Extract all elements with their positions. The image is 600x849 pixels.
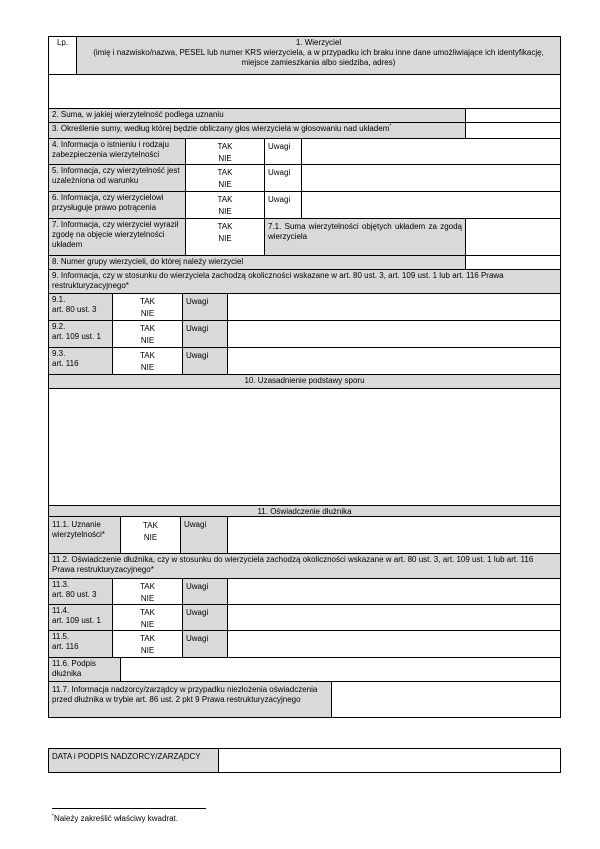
nie-option[interactable]: NIE: [140, 646, 155, 655]
nie-option[interactable]: NIE: [143, 533, 158, 542]
tak-option[interactable]: TAK: [140, 297, 155, 306]
row-4-tak-nie[interactable]: [185, 138, 265, 165]
tak-option[interactable]: TAK: [140, 351, 155, 360]
row-9-2-uwagi-label: Uwagi: [182, 320, 228, 348]
row-11-3-label: 11.3. art. 80 ust. 3: [48, 578, 113, 605]
row-9-label: 9. Informacja, czy w stosunku do wierzyciela zachodzą okoliczności wskazane w art. 80 ust. 3, art. 109 ust. 1 lub art. 116 Prawa restrukturyzacyjnego*: [48, 269, 561, 294]
tak-option[interactable]: TAK: [217, 222, 233, 231]
nie-option[interactable]: NIE: [140, 336, 155, 345]
row-7-1-label: 7.1. Suma wierzytelności objętych układem za zgodą wierzyciela: [264, 218, 466, 256]
tak-option[interactable]: TAK: [140, 324, 155, 333]
row-11-1-label: 11.1. Uznanie wierzytelności*: [48, 516, 121, 554]
row-5-tak-nie[interactable]: [185, 164, 265, 192]
row-11-3-tak-nie[interactable]: [112, 578, 183, 605]
nie-option[interactable]: NIE: [218, 207, 232, 216]
row-11-5-label: 11.5. art. 116: [48, 630, 113, 658]
row-11-5-uwagi-field[interactable]: [227, 630, 561, 658]
row-5-label: 5. Informacja, czy wierzytelność jest uzależniona od warunku: [48, 164, 186, 192]
row-9-2-label: 9.2. art. 109 ust. 1: [48, 320, 113, 348]
row-2-value-field[interactable]: [465, 108, 561, 123]
row-11-1-uwagi-label: Uwagi: [180, 516, 228, 554]
creditor-title: 1. Wierzyciel: [295, 38, 342, 47]
row-11-label: 11. Oświadczenie dłużnika: [48, 505, 561, 517]
nie-option[interactable]: NIE: [218, 154, 232, 163]
creditor-input-field[interactable]: [48, 74, 561, 109]
row-6-label: 6. Informacja, czy wierzycielowi przysługuje prawo potrącenia: [48, 191, 186, 219]
row-11-5-tak-nie[interactable]: [112, 630, 183, 658]
row-5-uwagi-label: Uwagi: [264, 164, 302, 192]
row-9-1-tak-nie[interactable]: [112, 293, 183, 321]
row-9-1-label: 9.1. art. 80 ust. 3: [48, 293, 113, 321]
row-11-4-label: 11.4. art. 109 ust. 1: [48, 604, 113, 631]
footnote-mark: *: [389, 123, 392, 130]
nie-option[interactable]: NIE: [218, 234, 232, 243]
footnote-divider: [52, 808, 206, 809]
row-4-uwagi-field[interactable]: [301, 138, 561, 165]
row-10-justification-field[interactable]: [48, 388, 561, 506]
row-3-label: 3. Określenie sumy, według której będzie obliczany głos wierzyciela w głosowaniu nad układem*: [48, 122, 466, 139]
tak-option[interactable]: TAK: [140, 608, 155, 617]
creditor-header-cell: [76, 36, 561, 75]
tak-option[interactable]: TAK: [143, 521, 158, 530]
tak-option[interactable]: TAK: [140, 582, 155, 591]
supervisor-sign-field[interactable]: [218, 748, 561, 773]
row-11-4-uwagi-field[interactable]: [227, 604, 561, 631]
row-11-1-tak-nie[interactable]: [120, 516, 181, 554]
supervisor-sign-label: DATA i PODPIS NADZORCY/ZARZĄDCY: [48, 748, 219, 773]
nie-option[interactable]: NIE: [140, 620, 155, 629]
row-9-2-tak-nie[interactable]: [112, 320, 183, 348]
row-11-2-label: 11.2. Oświadczenie dłużnika, czy w stosunku do wierzyciela zachodzą okoliczności wskazane w art. 80 ust. 3, art. 109 ust. 1 lub art. 116 Prawa restrukturyzacyjnego*: [48, 553, 561, 579]
footnote: [52, 813, 178, 825]
row-9-3-tak-nie[interactable]: [112, 347, 183, 375]
row-11-4-tak-nie[interactable]: [112, 604, 183, 631]
row-11-3-uwagi-label: Uwagi: [182, 578, 228, 605]
row-6-uwagi-label: Uwagi: [264, 191, 302, 219]
row-5-uwagi-field[interactable]: [301, 164, 561, 192]
row-9-3-uwagi-label: Uwagi: [182, 347, 228, 375]
creditor-subtitle: (imię i nazwisko/nazwa, PESEL lub numer KRS wierzyciela, a w przypadku ich braku inne dane umożliwiające ich identyfikację, miejsce zamieszkania albo siedziba, adres): [93, 48, 544, 67]
nie-option[interactable]: NIE: [140, 309, 155, 318]
row-9-3-label: 9.3. art. 116: [48, 347, 113, 375]
row-11-6-signature-field[interactable]: [120, 657, 561, 682]
row-7-tak-nie[interactable]: [185, 218, 265, 256]
row-7-label: 7. Informacja, czy wierzyciel wyraził zgodę na objęcie wierzytelności układem: [48, 218, 186, 256]
row-10-label: 10. Uzasadnienie podstawy sporu: [48, 374, 561, 389]
row-9-3-uwagi-field[interactable]: [227, 347, 561, 375]
footnote-mark: *: [52, 813, 54, 820]
row-8-value-field[interactable]: [465, 255, 561, 270]
row-11-4-uwagi-label: Uwagi: [182, 604, 228, 631]
row-4-label: 4. Informacja o istnieniu i rodzaju zabezpieczenia wierzytelności: [48, 138, 186, 165]
row-3-value-field[interactable]: [465, 122, 561, 139]
tak-option[interactable]: TAK: [217, 195, 233, 204]
row-9-2-uwagi-field[interactable]: [227, 320, 561, 348]
tak-option[interactable]: TAK: [217, 142, 233, 151]
row-4-uwagi-label: Uwagi: [264, 138, 302, 165]
nie-option[interactable]: NIE: [140, 363, 155, 372]
row-11-3-uwagi-field[interactable]: [227, 578, 561, 605]
row-11-1-uwagi-field[interactable]: [227, 516, 561, 554]
tak-option[interactable]: TAK: [140, 634, 155, 643]
row-9-1-uwagi-label: Uwagi: [182, 293, 228, 321]
row-11-5-uwagi-label: Uwagi: [182, 630, 228, 658]
row-9-1-uwagi-field[interactable]: [227, 293, 561, 321]
lp-label: Lp.: [56, 38, 69, 47]
nie-option[interactable]: NIE: [140, 594, 155, 603]
row-11-7-value-field[interactable]: [331, 681, 561, 718]
lp-header-cell: [48, 36, 77, 75]
row-8-label: 8. Numer grupy wierzycieli, do której należy wierzyciel: [48, 255, 466, 270]
tak-option[interactable]: TAK: [217, 168, 233, 177]
row-11-7-label: 11.7. Informacja nadzorcy/zarządcy w przypadku niezłożenia oświadczenia przed dłużnika w trybie art. 86 ust. 2 pkt 9 Prawa restrukturyzacyjnego: [48, 681, 332, 718]
row-11-6-label: 11.6. Podpis dłużnika: [48, 657, 121, 682]
row-6-uwagi-field[interactable]: [301, 191, 561, 219]
row-6-tak-nie[interactable]: [185, 191, 265, 219]
row-7-1-value-field[interactable]: [465, 218, 561, 256]
row-2-label: 2. Suma, w jakiej wierzytelność podlega uznaniu: [48, 108, 466, 123]
footnote-text: Należy zakreślić właściwy kwadrat.: [53, 814, 178, 823]
nie-option[interactable]: NIE: [218, 180, 232, 189]
